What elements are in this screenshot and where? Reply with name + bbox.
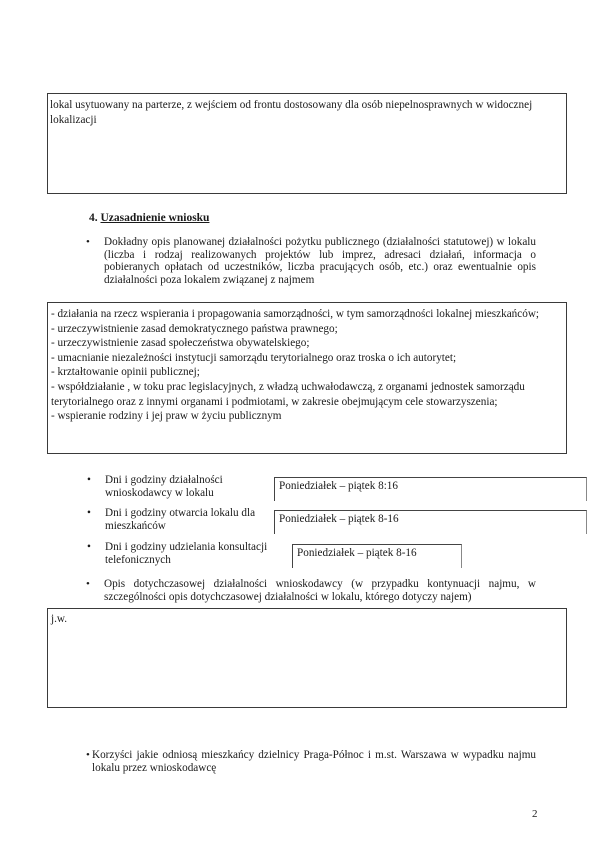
history-text: Opis dotychczasowej działalności wnioskodawcy (w przypadku kontynuacji najmu, w szczególności opis dotychczasowej działalności w lokalu, którego dotyczy najem) [104, 578, 536, 603]
section-title: Uzasadnienie wniosku [100, 212, 210, 224]
activity-line: - współdziałanie , w toku prac legislacyjnych, z władzą uchwałodawczą, z organami jednostek samorządu terytorialnego oraz z innymi organami i podmiotami, w zakresie obejmującym cele stowarzyszenia; [51, 380, 525, 408]
page-number: 2 [532, 808, 538, 820]
location-box [47, 93, 567, 194]
bullet-dot: • [87, 474, 91, 486]
history-bullet [86, 578, 536, 603]
hours-label-text: Dni i godziny działalności wnioskodawcy w lokalu [105, 474, 223, 499]
consultation-field[interactable] [292, 544, 462, 568]
hours-value: Poniedziałek – piątek 8:16 [279, 480, 398, 492]
history-box-text: j.w. [51, 613, 68, 625]
consultation-label-text: Dni i godziny udzielania konsultacji telefonicznych [105, 541, 268, 566]
history-box [47, 608, 567, 708]
activity-line: - urzeczywistnienie zasad demokratycznego państwa prawnego; [51, 322, 338, 335]
bullet-dot: • [86, 578, 90, 590]
bullet-dot: • [86, 749, 90, 761]
hours-field[interactable] [274, 477, 587, 501]
benefits-text: Korzyści jakie odniosą mieszkańcy dzielnicy Praga-Północ i m.st. Warszawa w wypadku najmu lokalu przez wnioskodawcę [92, 749, 536, 774]
activity-line: - wspieranie rodziny i jej praw w życiu publicznym [51, 410, 282, 423]
bullet-dot: • [87, 507, 91, 519]
activities-box [47, 302, 567, 454]
description-bullet [86, 236, 536, 286]
activity-line: - działania na rzecz wspierania i propagowania samorządności, w tym samorządności lokalnej mieszkańców; [51, 308, 540, 320]
location-text: lokal usytuowany na parterze, z wejściem od frontu dostosowany dla osób niepelnosprawnych w widocznej lokalizacji [50, 99, 533, 126]
activity-line: - krztałtowanie opinii publicznej; [51, 366, 200, 379]
bullet-dot: • [86, 236, 90, 248]
consultation-value: Poniedziałek – piątek 8-16 [297, 547, 417, 559]
opening-label-text: Dni i godziny otwarcia lokalu dla mieszkańców [105, 507, 256, 532]
opening-label [87, 507, 270, 532]
bullet-dot: • [87, 541, 91, 553]
benefits-bullet [86, 749, 536, 774]
description-text: Dokładny opis planowanej działalności pożytku publicznego (działalności statutowej) w lokalu (liczba i rodzaj realizowanych projektów lub imprez, adresaci działań, informacja o pobieranych opłatach od uczestników, liczba pracujących osób, etc.) oraz ewentualnie opis działalności poza lokalem związanej z najmem [104, 236, 536, 286]
hours-label [87, 474, 270, 499]
consultation-label [87, 541, 290, 566]
opening-field[interactable] [274, 510, 587, 534]
activity-line: - umacnianie niezależności instytucji samorządu terytorialnego oraz troska o ich autorytet; [51, 351, 457, 364]
section-number: 4. [89, 212, 98, 224]
activity-line: - urzeczywistnienie zasad społeczeństwa obywatelskiego; [51, 337, 310, 350]
opening-value: Poniedziałek – piątek 8-16 [279, 513, 399, 525]
section-heading [89, 212, 209, 224]
